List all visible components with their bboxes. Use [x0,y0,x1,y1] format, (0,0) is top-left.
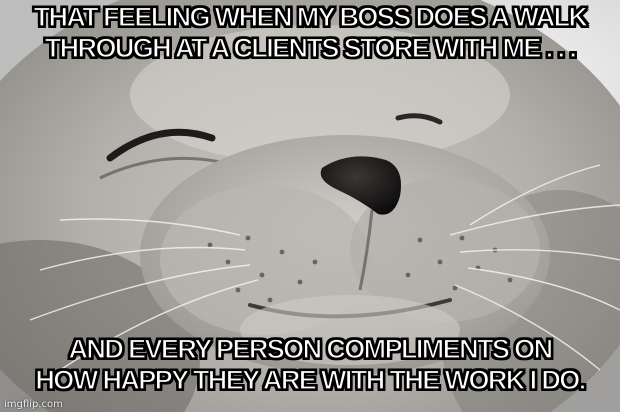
bottom-caption [8,334,612,396]
top-caption-line-2: THROUGH AT A CLIENTS STORE WITH ME . . . [44,33,576,63]
top-caption-line-1: THAT FEELING WHEN MY BOSS DOES A WALK [33,2,587,32]
imgflip-watermark: imgflip.com [4,399,63,410]
bottom-caption-line-2: HOW HAPPY THEY ARE WITH THE WORK I DO. [35,365,585,395]
bottom-caption-line-1: AND EVERY PERSON COMPLIMENTS ON [68,334,552,364]
top-caption [8,2,612,64]
